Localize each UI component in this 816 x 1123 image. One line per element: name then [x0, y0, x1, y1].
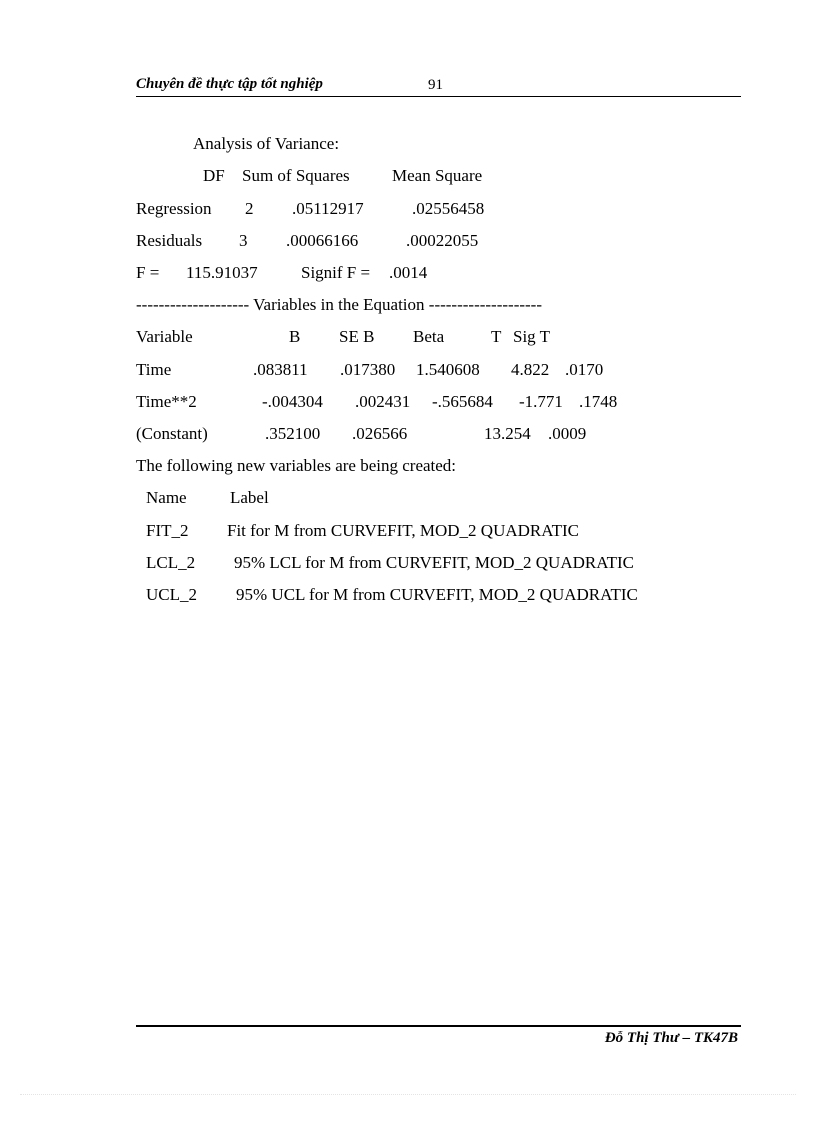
eq-col-t: T	[491, 327, 502, 346]
new-var-label: 95% LCL for M from CURVEFIT, MOD_2 QUADRATIC	[234, 553, 635, 572]
anova-col-ms: Mean Square	[392, 166, 483, 185]
new-vars-heading: The following new variables are being created:	[136, 456, 457, 475]
new-var-name: FIT_2	[146, 521, 189, 540]
eq-row-b: -.004304	[262, 392, 323, 411]
new-var-label: Fit for M from CURVEFIT, MOD_2 QUADRATIC	[227, 521, 580, 540]
page-number: 91	[428, 77, 443, 93]
anova-row-label: Regression	[136, 199, 212, 218]
header-title: Chuyên đề thực tập tốt nghiệp	[136, 76, 323, 92]
eq-col-sigt: Sig T	[513, 327, 551, 346]
eq-row-sigt: .0170	[565, 360, 604, 379]
eq-row-t: 13.254	[484, 424, 531, 443]
eq-col-seb: SE B	[339, 327, 375, 346]
f-label: F =	[136, 263, 160, 282]
footer-rule	[136, 1025, 741, 1027]
eq-row-beta: 1.540608	[416, 360, 480, 379]
page-edge-dots	[20, 1094, 796, 1095]
eq-col-variable: Variable	[136, 327, 193, 346]
f-value: 115.91037	[186, 263, 258, 282]
new-var-name: LCL_2	[146, 553, 196, 572]
eq-row-variable: Time**2	[136, 392, 197, 411]
anova-row-df: 3	[239, 231, 248, 250]
eq-row-t: 4.822	[511, 360, 550, 379]
eq-row-seb: .017380	[340, 360, 396, 379]
anova-row-ms: .00022055	[406, 231, 479, 250]
footer-author: Đỗ Thị Thư – TK47B	[604, 1030, 738, 1046]
eq-col-beta: Beta	[413, 327, 445, 346]
anova-row-ms: .02556458	[412, 199, 485, 218]
signif-label: Signif F =	[301, 263, 371, 282]
eq-row-variable: Time	[136, 360, 172, 379]
eq-row-beta: -.565684	[432, 392, 493, 411]
anova-col-ss: Sum of Squares	[242, 166, 350, 185]
eq-row-sigt: .0009	[548, 424, 587, 443]
anova-row-label: Residuals	[136, 231, 203, 250]
new-var-label: 95% UCL for M from CURVEFIT, MOD_2 QUADRATIC	[236, 585, 638, 604]
eq-row-t: -1.771	[519, 392, 563, 411]
equation-heading: -------------------- Variables in the Equation --------------------	[136, 295, 543, 314]
eq-row-b: .083811	[253, 360, 308, 379]
eq-row-sigt: .1748	[579, 392, 618, 411]
anova-row-ss: .00066166	[286, 231, 359, 250]
eq-row-seb: .002431	[355, 392, 411, 411]
new-vars-col-label: Label	[230, 488, 269, 507]
header-rule	[136, 96, 741, 97]
eq-col-b: B	[289, 327, 301, 346]
new-var-name: UCL_2	[146, 585, 197, 604]
anova-heading: Analysis of Variance:	[193, 134, 340, 153]
anova-row-ss: .05112917	[292, 199, 364, 218]
eq-row-seb: .026566	[352, 424, 408, 443]
signif-value: .0014	[389, 263, 428, 282]
anova-col-df: DF	[203, 166, 225, 185]
anova-row-df: 2	[245, 199, 254, 218]
eq-row-b: .352100	[265, 424, 321, 443]
new-vars-col-name: Name	[146, 488, 187, 507]
eq-row-variable: (Constant)	[136, 424, 208, 443]
